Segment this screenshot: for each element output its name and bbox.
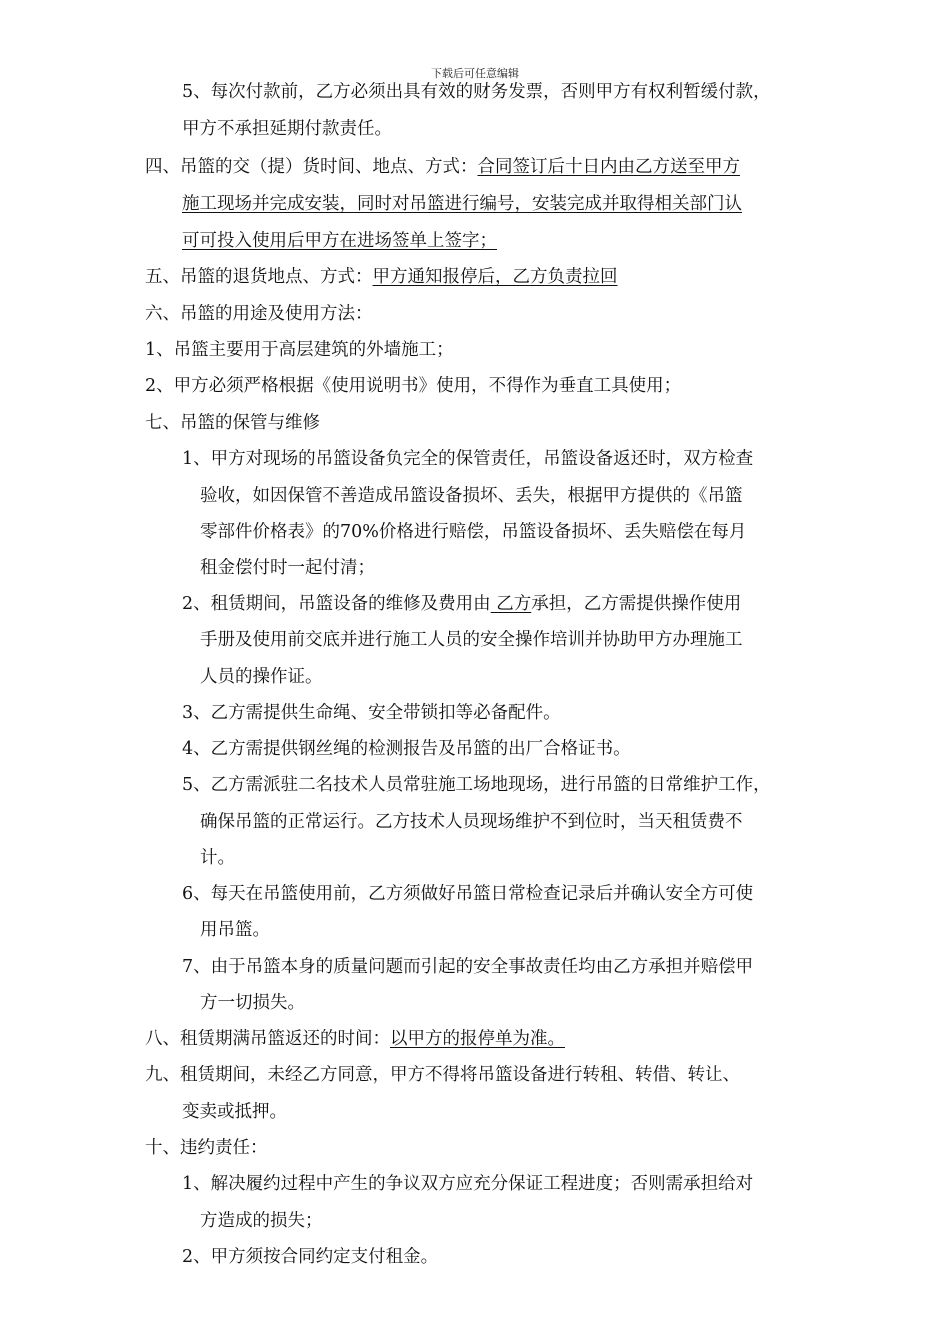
section-4-label: 四、吊篮的交（提）货时间、地点、方式： bbox=[145, 157, 478, 177]
clause-5-line-1: 5、每次付款前，乙方必须出具有效的财务发票，否则甲方有权利暂缓付款， bbox=[182, 82, 771, 102]
section-5 bbox=[145, 265, 618, 289]
section-7-item-2-party: 乙方 bbox=[490, 594, 532, 614]
section-7-item-5-line-3: 计。 bbox=[200, 848, 235, 868]
section-5-label: 五、吊篮的退货地点、方式： bbox=[145, 267, 373, 287]
section-8 bbox=[145, 1027, 565, 1051]
header-note: 下载后可任意编辑 bbox=[431, 67, 519, 80]
section-7-item-2-line-2: 手册及使用前交底并进行施工人员的安全操作培训并协助甲方办理施工 bbox=[200, 630, 743, 650]
section-7-item-2-pre: 2、租赁期间，吊篮设备的维修及费用由 bbox=[182, 594, 491, 614]
section-7-item-2-line-3: 人员的操作证。 bbox=[200, 667, 323, 687]
section-7-item-7-line-2: 方一切损失。 bbox=[200, 993, 305, 1013]
section-5-value: 甲方通知报停后，乙方负责拉回 bbox=[372, 267, 618, 287]
section-6-item-1: 1、吊篮主要用于高层建筑的外墙施工； bbox=[145, 340, 454, 360]
section-7-item-6-line-1: 6、每天在吊篮使用前，乙方须做好吊篮日常检查记录后并确认安全方可使 bbox=[182, 884, 754, 904]
section-9-line-2: 变卖或抵押。 bbox=[182, 1102, 287, 1122]
section-8-value: 以甲方的报停单为准。 bbox=[390, 1029, 565, 1049]
section-10-title: 十、违约责任： bbox=[145, 1138, 268, 1158]
section-10-item-2: 2、甲方须按合同约定支付租金。 bbox=[182, 1247, 439, 1267]
section-4-line-1 bbox=[145, 155, 740, 179]
section-7-item-4: 4、乙方需提供钢丝绳的检测报告及吊篮的出厂合格证书。 bbox=[182, 739, 631, 759]
section-7-item-1-line-2: 验收，如因保管不善造成吊篮设备损坏、丢失，根据甲方提供的《吊篮 bbox=[200, 486, 743, 506]
section-7-item-5-line-1: 5、乙方需派驻二名技术人员常驻施工场地现场，进行吊篮的日常维护工作， bbox=[182, 775, 771, 795]
section-6-item-2: 2、甲方必须严格根据《使用说明书》使用，不得作为垂直工具使用； bbox=[145, 376, 682, 396]
section-9-line-1: 九、租赁期间，未经乙方同意，甲方不得将吊篮设备进行转租、转借、转让、 bbox=[145, 1065, 740, 1085]
section-7-item-1-line-4: 租金偿付时一起付清； bbox=[200, 558, 375, 578]
section-7-item-2-line-1 bbox=[182, 592, 741, 616]
section-8-label: 八、租赁期满吊篮返还的时间： bbox=[145, 1029, 390, 1049]
section-4-value-3: 可可投入使用后甲方在进场签单上签字； bbox=[182, 231, 497, 251]
section-7-item-1-line-3: 零部件价格表》的70%价格进行赔偿，吊篮设备损坏、丢失赔偿在每月 bbox=[200, 522, 747, 542]
section-7-item-7-line-1: 7、由于吊篮本身的质量问题而引起的安全事故责任均由乙方承担并赔偿甲 bbox=[182, 957, 754, 977]
section-10-item-1-line-1: 1、解决履约过程中产生的争议双方应充分保证工程进度；否则需承担给对 bbox=[182, 1174, 754, 1194]
section-4-value-1: 合同签订后十日内由乙方送至甲方 bbox=[477, 157, 740, 177]
section-10-item-1-line-2: 方造成的损失； bbox=[200, 1211, 323, 1231]
section-7-title: 七、吊篮的保管与维修 bbox=[145, 413, 320, 433]
section-7-item-2-post: 承担，乙方需提供操作使用 bbox=[531, 594, 742, 614]
section-4-value-2: 施工现场并完成安装，同时对吊篮进行编号，安装完成并取得相关部门认 bbox=[182, 194, 742, 214]
section-6-title: 六、吊篮的用途及使用方法： bbox=[145, 304, 373, 324]
clause-5-line-2: 甲方不承担延期付款责任。 bbox=[182, 119, 392, 139]
section-7-item-1-line-1: 1、甲方对现场的吊篮设备负完全的保管责任，吊篮设备返还时，双方检查 bbox=[182, 449, 754, 469]
section-7-item-3: 3、乙方需提供生命绳、安全带锁扣等必备配件。 bbox=[182, 703, 561, 723]
section-7-item-5-line-2: 确保吊篮的正常运行。乙方技术人员现场维护不到位时，当天租赁费不 bbox=[200, 812, 743, 832]
section-7-item-6-line-2: 用吊篮。 bbox=[200, 920, 270, 940]
